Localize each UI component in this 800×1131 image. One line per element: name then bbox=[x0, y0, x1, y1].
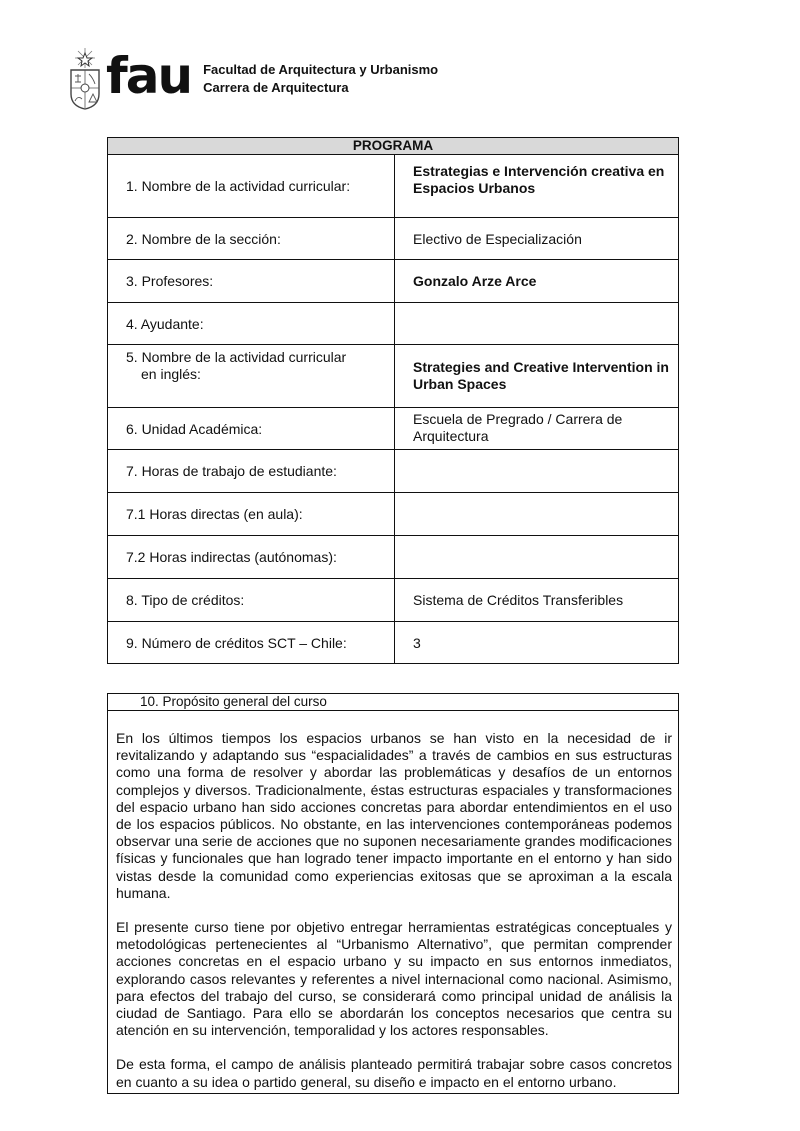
university-crest-icon bbox=[68, 46, 102, 110]
student-hours-value bbox=[395, 450, 679, 493]
row-label: 8. Tipo de créditos: bbox=[108, 579, 395, 622]
table-row bbox=[108, 345, 679, 408]
table-row bbox=[108, 155, 679, 218]
row-label: 9. Número de créditos SCT – Chile: bbox=[108, 622, 395, 664]
section-value: Electivo de Especialización bbox=[395, 218, 679, 260]
table-row bbox=[108, 218, 679, 260]
fau-logo: fau bbox=[106, 47, 192, 105]
faculty-block bbox=[203, 61, 438, 97]
value-line: Arquitectura bbox=[413, 428, 489, 444]
row-label: 6. Unidad Académica: bbox=[108, 408, 395, 450]
row-label: 3. Profesores: bbox=[108, 260, 395, 303]
row-label: 7. Horas de trabajo de estudiante: bbox=[108, 450, 395, 493]
table-row bbox=[108, 622, 679, 664]
page-header bbox=[68, 46, 438, 110]
credit-count-value: 3 bbox=[395, 622, 679, 664]
programa-title: PROGRAMA bbox=[108, 138, 679, 155]
indirect-hours-value bbox=[395, 536, 679, 579]
row-label: 1. Nombre de la actividad curricular: bbox=[108, 155, 395, 218]
career-name: Carrera de Arquitectura bbox=[203, 80, 349, 95]
table-row bbox=[108, 536, 679, 579]
table-row bbox=[108, 450, 679, 493]
english-name-value: Strategies and Creative Intervention in Urban Spaces bbox=[395, 345, 679, 408]
row-label: 7.1 Horas directas (en aula): bbox=[108, 493, 395, 536]
purpose-paragraph: El presente curso tiene por objetivo entregar herramientas estratégicas conceptuales y metodológicas pertenecientes al “Urbanismo Alternativo”, que permitan comprender acciones concretas en el espacio urbano y su impacto en sus entornos inmediatos, explorando casos relevantes y referentes a nivel internacional como nacional. Asimismo, para efectos del trabajo del curso, se considerará como principal unidad de análisis la ciudad de Santiago. Para ello se abordarán los conceptos necesarios que centra su atención en su intervención, temporalidad y los actores responsables. bbox=[116, 919, 672, 1039]
purpose-paragraph: De esta forma, el campo de análisis planteado permitirá trabajar sobre casos concretos en cuanto a su idea o partido general, su diseño e impacto en el entorno urbano. bbox=[116, 1056, 672, 1090]
row-label bbox=[108, 345, 395, 408]
row-label-line: en inglés: bbox=[141, 366, 201, 382]
direct-hours-value bbox=[395, 493, 679, 536]
row-label: 2. Nombre de la sección: bbox=[108, 218, 395, 260]
row-label: 7.2 Horas indirectas (autónomas): bbox=[108, 536, 395, 579]
faculty-name: Facultad de Arquitectura y Urbanismo bbox=[203, 62, 439, 77]
credit-type-value: Sistema de Créditos Transferibles bbox=[395, 579, 679, 622]
professors-value: Gonzalo Arze Arce bbox=[395, 260, 679, 303]
course-name-value: Estrategias e Intervención creativa en Espacios Urbanos bbox=[395, 155, 679, 218]
programa-table bbox=[107, 137, 679, 664]
table-row bbox=[108, 260, 679, 303]
value-line: Escuela de Pregrado / Carrera de bbox=[413, 411, 623, 427]
table-row bbox=[108, 303, 679, 345]
table-row bbox=[108, 493, 679, 536]
table-row bbox=[108, 408, 679, 450]
assistant-value bbox=[395, 303, 679, 345]
purpose-body bbox=[108, 711, 679, 1094]
row-label-line: 5. Nombre de la actividad curricular bbox=[126, 349, 347, 365]
purpose-table bbox=[107, 693, 679, 1094]
academic-unit-value bbox=[395, 408, 679, 450]
purpose-paragraph: En los últimos tiempos los espacios urbanos se han visto en la necesidad de ir revitalizando y adaptando sus “espacialidades” a través de cambios en sus estructuras como una forma de resolver y abordar las problemáticas y desafíos de un entornos complejos y diversos. Tradicionalmente, éstas estructuras espaciales y transformaciones del espacio urbano han sido acciones concretas para abordar entendimientos en el uso de los espacios públicos. No obstante, en las intervenciones contemporáneas podemos observar una serie de acciones que no suponen necesariamente grandes modificaciones físicas y funcionales que han logrado tener impacto importante en el entorno y han sido vistas desde la comunidad como experiencias exitosas que se aproximan a la escala humana. bbox=[116, 730, 672, 901]
table-row bbox=[108, 579, 679, 622]
row-label: 4. Ayudante: bbox=[108, 303, 395, 345]
purpose-title: 10. Propósito general del curso bbox=[108, 694, 679, 711]
